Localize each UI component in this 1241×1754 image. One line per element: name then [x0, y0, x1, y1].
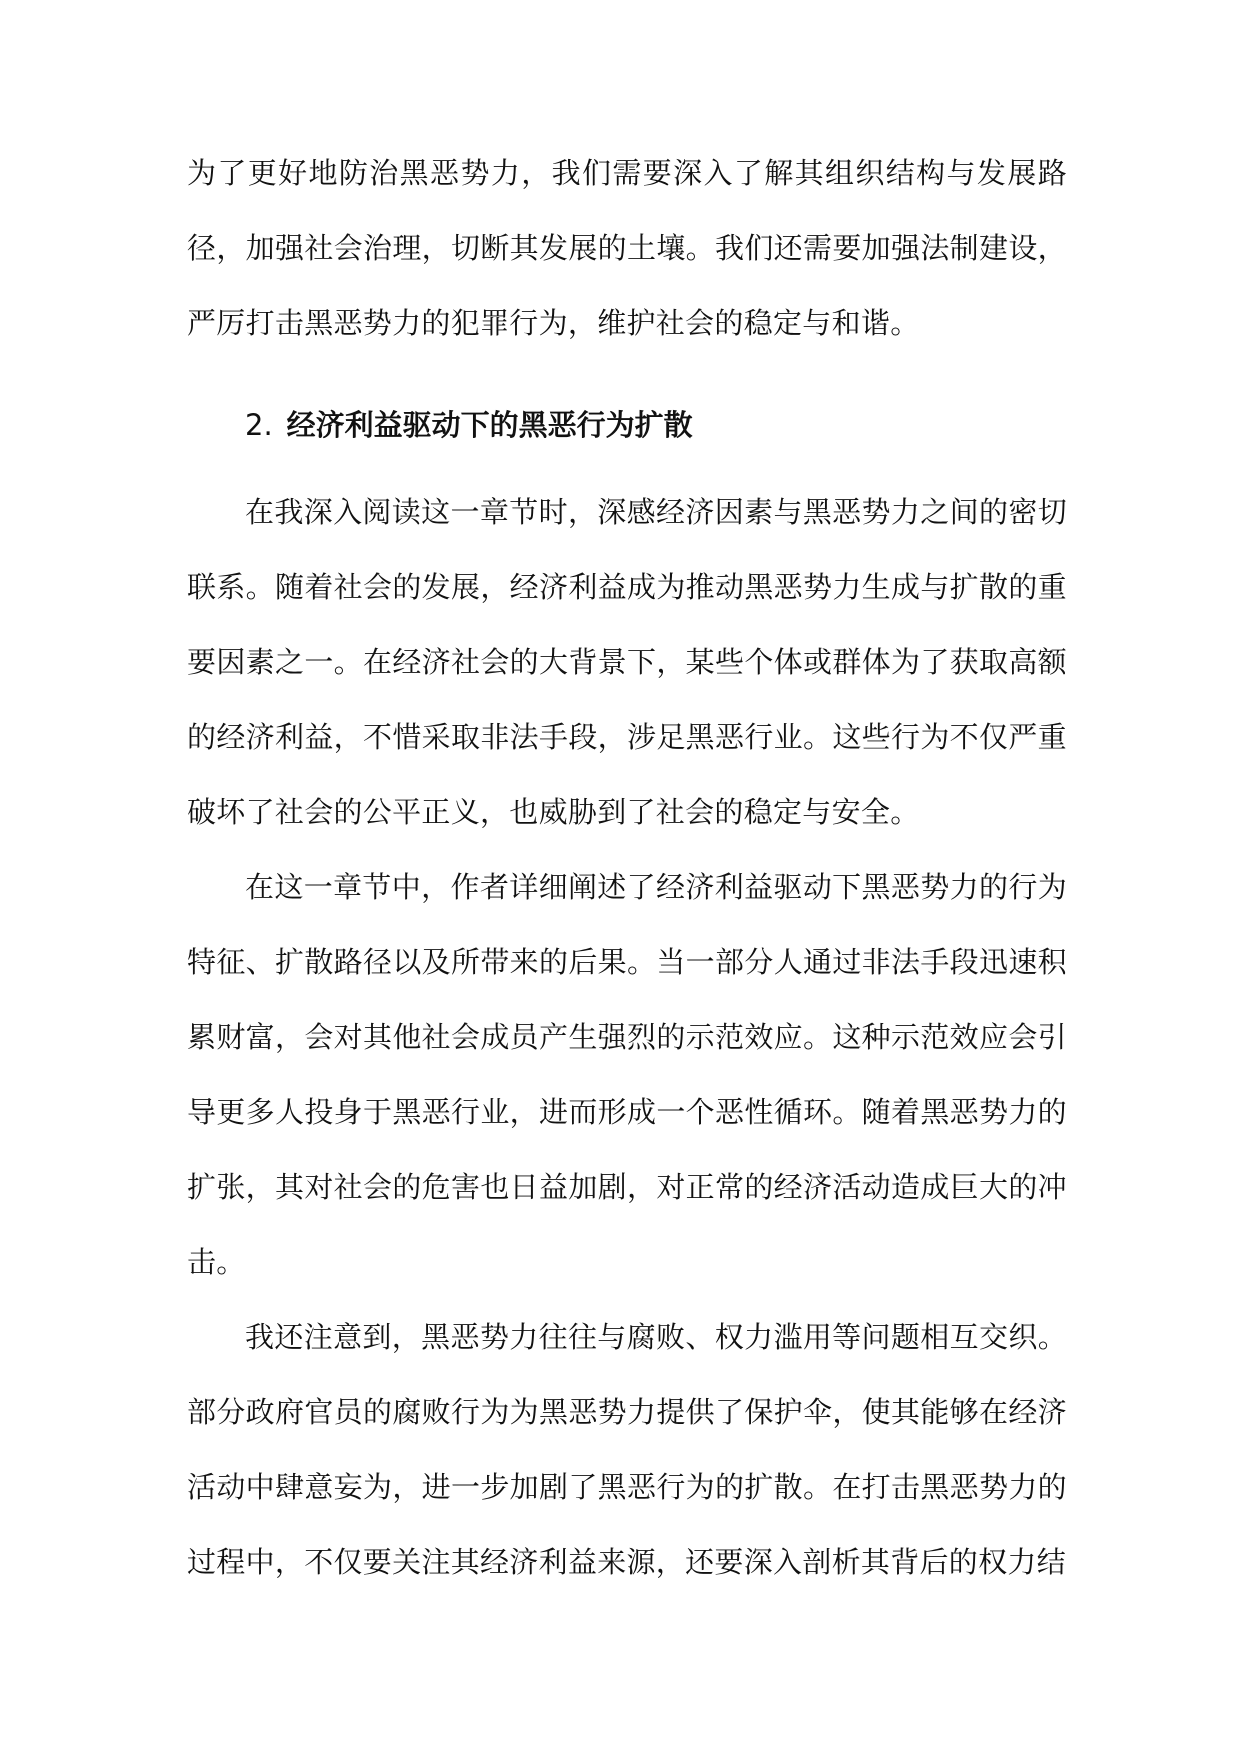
body-paragraph-2: 在这一章节中，作者详细阐述了经济利益驱动下黑恶势力的行为特征、扩散路径以及所带来的后果。当一部分人通过非法手段迅速积累财富，会对其他社会成员产生强烈的示范效应。这种示范效应会引导更多人投身于黑恶行业，进而形成一个恶性循环。随着黑恶势力的扩张，其对社会的危害也日益加剧，对正常的经济活动造成巨大的冲击。: [187, 870, 1067, 1279]
section-number: 2.: [245, 408, 273, 442]
section-heading: [187, 388, 1067, 463]
section-title: 经济利益驱动下的黑恶行为扩散: [286, 408, 693, 442]
document-body: [187, 136, 1067, 1600]
intro-paragraph: 为了更好地防治黑恶势力，我们需要深入了解其组织结构与发展路径，加强社会治理，切断其发展的土壤。我们还需要加强法制建设，严厉打击黑恶势力的犯罪行为，维护社会的稳定与和谐。: [187, 156, 1067, 340]
body-paragraph-1: 在我深入阅读这一章节时，深感经济因素与黑恶势力之间的密切联系。随着社会的发展，经济利益成为推动黑恶势力生成与扩散的重要因素之一。在经济社会的大背景下，某些个体或群体为了获取高额的经济利益，不惜采取非法手段，涉足黑恶行业。这些行为不仅严重破坏了社会的公平正义，也威胁到了社会的稳定与安全。: [187, 495, 1067, 829]
body-paragraph-3: 我还注意到，黑恶势力往往与腐败、权力滥用等问题相互交织。部分政府官员的腐败行为为黑恶势力提供了保护伞，使其能够在经济活动中肆意妄为，进一步加剧了黑恶行为的扩散。在打击黑恶势力的过程中，不仅要关注其经济利益来源，还要深入剖析其背后的权力结: [187, 1320, 1067, 1579]
